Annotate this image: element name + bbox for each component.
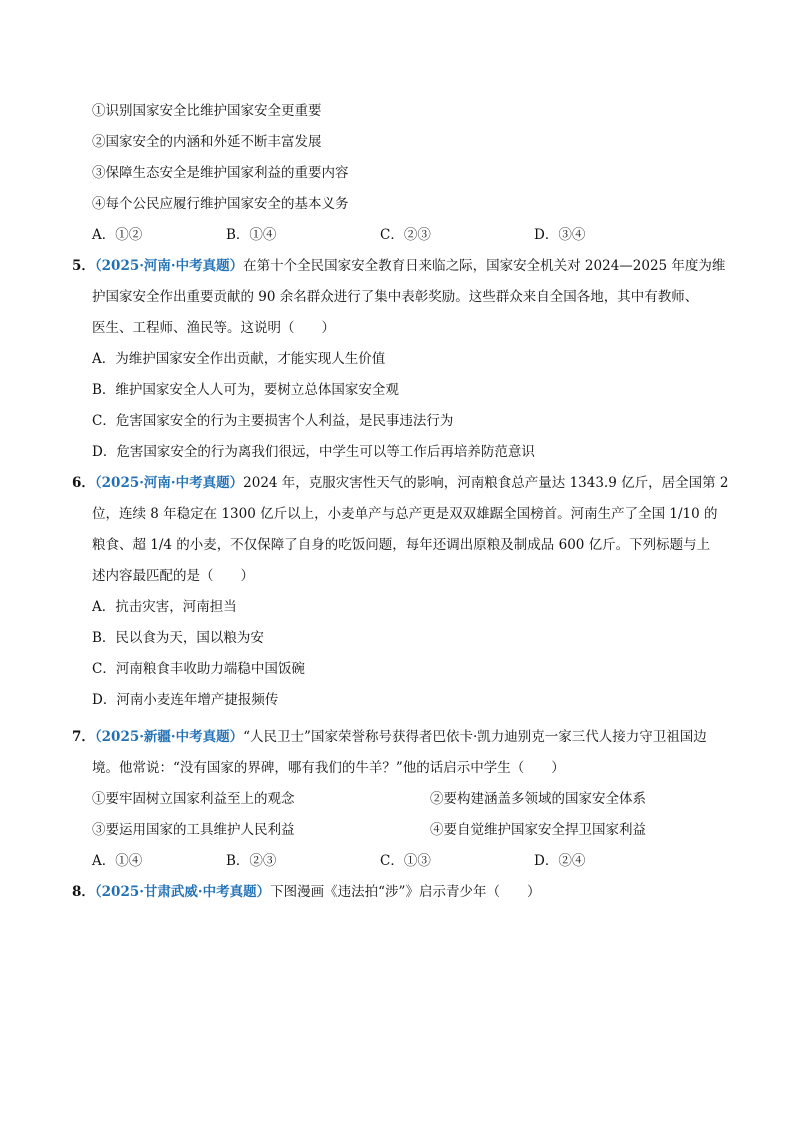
q6-number: 6． bbox=[72, 475, 95, 491]
q5-stem-line-3: 医生、工程师、渔民等。这说明（ ） bbox=[92, 320, 335, 336]
q4-statement-3: ③保障生态安全是维护国家利益的重要内容 bbox=[92, 165, 349, 181]
q8-stem-text: 下图漫画《违法拍“涉”》启示青少年（ ） bbox=[270, 884, 541, 900]
q5-stem-text-1: 在第十个全民国家安全教育日来临之际，国家安全机关对 2024—2025 年度为维 bbox=[243, 258, 726, 274]
q6-source: （2025·河南·中考真题） bbox=[94, 475, 244, 491]
q7-statement-3: ③要运用国家的工具维护人民利益 bbox=[92, 822, 295, 838]
q4-statement-1: ①识别国家安全比维护国家安全更重要 bbox=[92, 103, 322, 119]
q5-option-b: B．维护国家安全人人可为，要树立总体国家安全观 bbox=[92, 382, 399, 398]
q4-option-a: A．①② bbox=[92, 227, 143, 243]
q7-stem-line-1 bbox=[72, 727, 707, 747]
q5-source: （2025·河南·中考真题） bbox=[94, 258, 244, 274]
q7-option-c: C．①③ bbox=[380, 853, 431, 869]
q6-option-b: B．民以食为天，国以粮为安 bbox=[92, 630, 264, 646]
q7-source: （2025·新疆·中考真题） bbox=[94, 729, 244, 745]
q6-stem-line-3: 粮食、超 1/4 的小麦，不仅保障了自身的吃饭问题，每年还调出原粮及制成品 600 亿斤。下列标题与上 bbox=[92, 537, 711, 553]
q6-stem-line-2: 位，连续 8 年稳定在 1300 亿斤以上，小麦单产与总产更是双双雄踞全国榜首。河南生产了全国 1/10 的 bbox=[92, 506, 718, 522]
q7-statement-4: ④要自觉维护国家安全捍卫国家利益 bbox=[430, 822, 646, 838]
q7-option-a: A．①④ bbox=[92, 853, 143, 869]
q4-option-b: B．①④ bbox=[226, 227, 277, 243]
q7-statement-2: ②要构建涵盖多领域的国家安全体系 bbox=[430, 791, 646, 807]
q7-number: 7． bbox=[72, 729, 95, 745]
q8-source: （2025·甘肃武威·中考真题） bbox=[94, 884, 271, 900]
q6-stem-line-1 bbox=[72, 473, 729, 493]
q6-option-c: C．河南粮食丰收助力端稳中国饭碗 bbox=[92, 661, 305, 677]
q5-option-d: D．危害国家安全的行为离我们很远，中学生可以等工作后再培养防范意识 bbox=[92, 444, 535, 460]
q6-option-a: A．抗击灾害，河南担当 bbox=[92, 599, 237, 615]
q4-statement-4: ④每个公民应履行维护国家安全的基本义务 bbox=[92, 196, 349, 212]
q8-number: 8． bbox=[72, 884, 95, 900]
q7-stem-text-1: “人民卫士”国家荣誉称号获得者巴依卡·凯力迪别克一家三代人接力守卫祖国边 bbox=[243, 729, 707, 745]
q4-statement-2: ②国家安全的内涵和外延不断丰富发展 bbox=[92, 134, 322, 150]
q5-option-a: A．为维护国家安全作出贡献，才能实现人生价值 bbox=[92, 351, 386, 367]
q5-stem-line-2: 护国家安全作出重要贡献的 90 余名群众进行了集中表彰奖励。这些群众来自全国各地，其中有教师、 bbox=[92, 289, 699, 305]
q5-stem-line-1 bbox=[72, 256, 725, 276]
q6-stem-text-1: 2024 年，克服灾害性天气的影响，河南粮食总产量达 1343.9 亿斤，居全国第 2 bbox=[243, 475, 729, 491]
q5-option-c: C．危害国家安全的行为主要损害个人利益，是民事违法行为 bbox=[92, 413, 454, 429]
q7-option-d: D．②④ bbox=[534, 853, 586, 869]
q6-option-d: D．河南小麦连年增产捷报频传 bbox=[92, 692, 279, 708]
q7-stem-line-2: 境。他常说：“没有国家的界碑，哪有我们的牛羊？”他的话启示中学生（ ） bbox=[92, 760, 565, 776]
q6-stem-line-4: 述内容最匹配的是（ ） bbox=[92, 568, 254, 584]
q5-number: 5． bbox=[72, 258, 95, 274]
q7-statement-1: ①要牢固树立国家利益至上的观念 bbox=[92, 791, 295, 807]
q4-option-c: C．②③ bbox=[380, 227, 431, 243]
q4-option-d: D．③④ bbox=[534, 227, 586, 243]
q7-option-b: B．②③ bbox=[226, 853, 277, 869]
q8-stem-line-1 bbox=[72, 882, 540, 902]
